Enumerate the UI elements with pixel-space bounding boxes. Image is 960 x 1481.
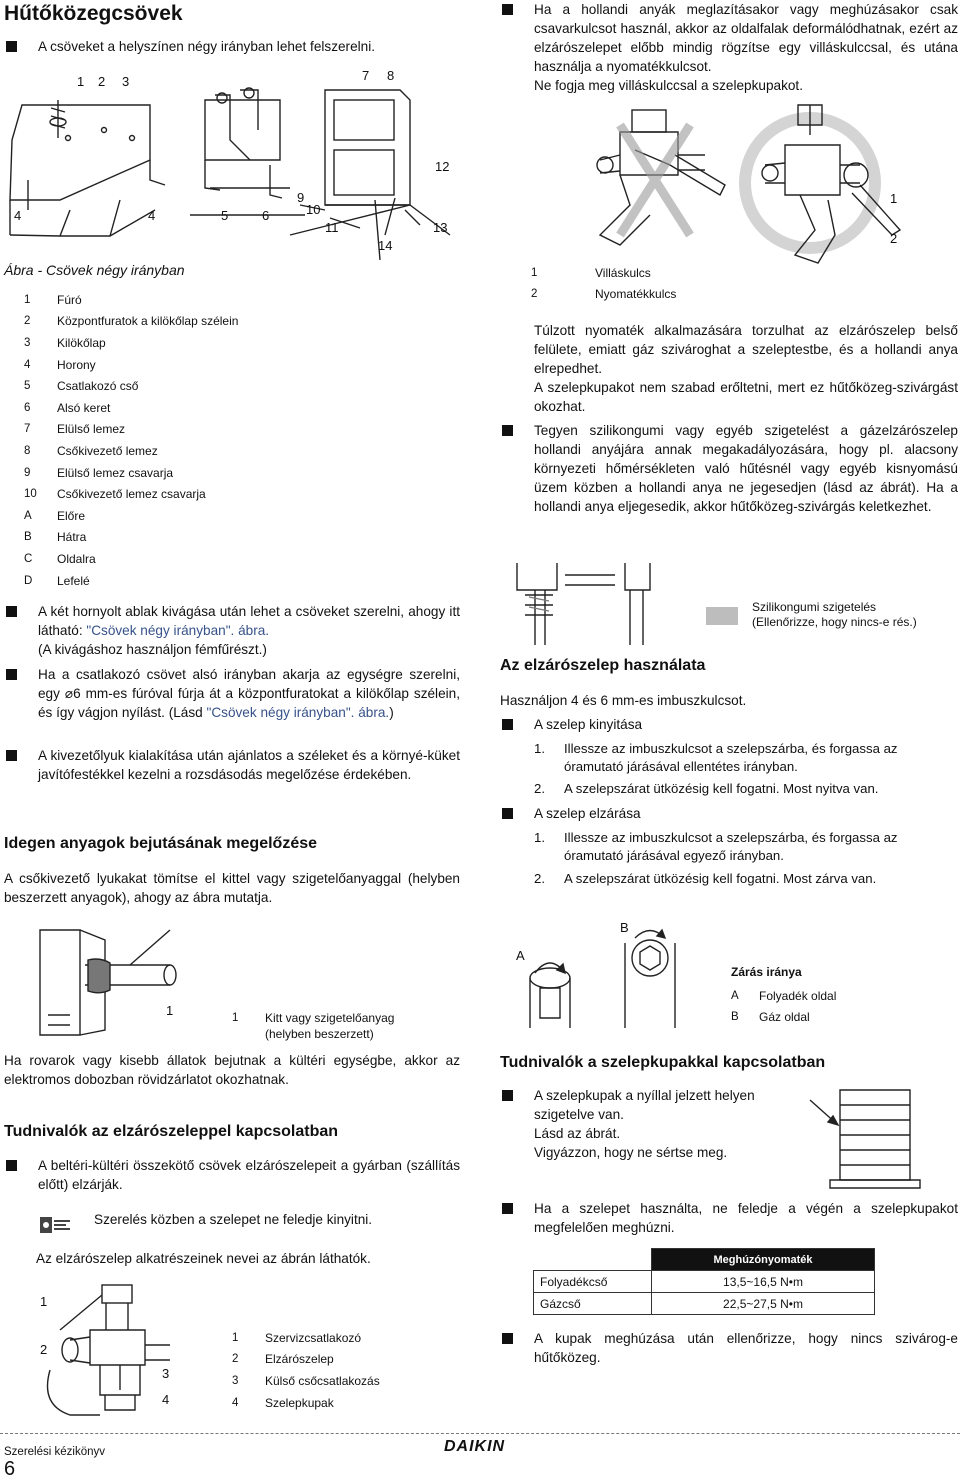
callout-14: 14 [378, 238, 393, 253]
silicone-swatch [706, 607, 738, 625]
bullet-close: A szelep elzárása [500, 804, 958, 823]
bullet-drill: Ha a csatlakozó csövet alsó irányban akarja az egységre szerelni, egy ⌀6 mm-es fúróval fúrja át a központfuratokat a kilökőlap szélein, és így vágjon nyílást. (Lásd "Csövek négy irányban". ábra.) [4, 665, 460, 722]
spanner-callout-2: 2 [890, 231, 898, 246]
page-title: Hűtőközegcsövek [4, 2, 183, 25]
legend-row: 3 Külső csőcsatlakozás [232, 1373, 380, 1388]
insects-text: Ha rovarok vagy kisebb állatok bejutnak a kültéri egységbe, akkor az elektromos dobozban rövidzárlatot okozhatnak. [4, 1053, 460, 1087]
figure-link[interactable]: "Csövek négy irányban". ábra. [206, 705, 390, 720]
section-heading-valve: Tudnivalók az elzárószeleppel kapcsolatban [4, 1123, 339, 1140]
callout-3: 3 [122, 74, 130, 89]
section-heading-foreign: Idegen anyagok bejutásának megelőzése [4, 835, 318, 852]
callout-1: 1 [77, 74, 85, 89]
legend-row: 3 Kilökőlap [24, 335, 106, 350]
close-step-1: 1. Illessze az imbuszkulcsot a szelepszárba, és forgassa az óramutató járásával egyező irányban. [534, 830, 898, 863]
figure-caption: Ábra - Csövek négy irányban [4, 262, 185, 278]
note-text: Szerelés közben a szelepet ne feledje kinyitni. [94, 1212, 373, 1227]
bullet-cap-tighten: Ha a szelepet használta, ne feledje a végén a szelepkupakot megfelelően meghúzni. [500, 1199, 958, 1237]
torque-header: Meghúzónyomaték [652, 1249, 875, 1271]
table-cell: 13,5~16,5 N•m [652, 1271, 875, 1293]
callout-11: 11 [325, 220, 339, 235]
legend-row: 1 Fúró [24, 292, 82, 307]
figure-valve-cap [800, 1080, 950, 1190]
bullet-leak-check: A kupak meghúzása után ellenőrizze, hogy nincs szivárog-e hűtőközeg. [500, 1329, 958, 1367]
valve-callout-4: 4 [162, 1392, 170, 1407]
legend-row: 4 Horony [24, 357, 96, 372]
putty-legend [232, 1010, 394, 1042]
footer-manual: Szerelési kézikönyv [4, 1446, 105, 1458]
legend-row: 5 Csatlakozó cső [24, 379, 139, 394]
foreign-text: A csőkivezető lyukakat tömítse el kittel vagy szigetelőanyaggal (helyben beszerzett anyagok), ahogy az ábra mutatja. [4, 871, 460, 905]
bullet-spanner: Ha a hollandi anyák meglazításakor vagy meghúzásakor csak csavarkulcsot használ, akkor az oldalfalak deformálódhatnak, ezért az elzárószelepet előbb mindig rögzítse egy villáskulccsal, és utána használja a nyomatékkulcsot. Ne fogja meg villáskulccsal a szelepkupakot. [500, 0, 958, 95]
legend-row: 1 Kitt vagy szigetelőanyag (helyben beszerzett) [232, 1011, 395, 1041]
legend-row: 1 Szervizcsatlakozó [232, 1330, 362, 1345]
footer-brand-logo: DAIKIN [444, 1438, 506, 1455]
closing-callout-b: B [620, 920, 629, 935]
closing-direction-drawing [505, 918, 705, 1040]
silicone-legend: Szilikongumi szigetelés (Ellenőrizze, hogy nincs-e rés.) [752, 600, 917, 629]
callout-4a: 4 [14, 208, 22, 223]
callout-13: 13 [433, 220, 448, 235]
valve-parts-text: Az elzárószelep alkatrészeinek nevei az ábrán láthatók. [36, 1251, 371, 1266]
footer-divider [0, 1433, 960, 1434]
bullet-open: A szelep kinyitása [500, 715, 958, 734]
bullet-paint: A kivezetőlyuk kialakítása után ajánlatos a széleket és a környé-küket javítófestékkel kezelni a rozsdásodás megelőzése érdekében. [4, 746, 460, 784]
legend-row: A Előre [24, 508, 86, 523]
spanner-callout-1: 1 [890, 191, 898, 206]
table-row [534, 1249, 875, 1271]
bullet-silicone: Tegyen szilikongumi vagy egyéb szigetelést a gázelzárószelep hollandi anyájára annak megakadályozására, hogy pl. alacsony környezeti hőmérsékleten való hűtésnél vagy egyéb kisnyomású üzem közben a hollandi anya ne jegesedjen (lásd az ábrát). Ha a hollandi anya eljegesedik, akkor hűtőközeg-szivárgás keletkezhet. [500, 421, 958, 516]
figure-spanners [560, 105, 920, 265]
figure-legend [24, 289, 238, 591]
valve-cap-drawing [800, 1080, 950, 1190]
figure-closing-direction [505, 918, 705, 1040]
silicone-drawing [505, 555, 665, 655]
legend-row: 2 Központfuratok a kilökőlap szélein [24, 314, 239, 329]
figure-four-directions [0, 60, 470, 270]
four-directions-drawing [0, 60, 470, 270]
legend-row: 2 Elzárószelep [232, 1352, 334, 1367]
callout-9: 9 [297, 190, 305, 205]
callout-8: 8 [387, 68, 395, 83]
section-heading-cap: Tudnivalók a szelepkupakkal kapcsolatban [500, 1054, 826, 1071]
torque-table [533, 1248, 875, 1315]
cap-warning: A szelepkupakot nem szabad erőltetni, mert ez hűtőközeg-szivárgást okozhat. [534, 380, 958, 414]
putty-drawing [30, 925, 210, 1045]
hex-key-text: Használjon 4 és 6 mm-es imbuszkulcsot. [500, 693, 747, 708]
closing-callout-a: A [516, 948, 525, 963]
section-heading-valve-use: Az elzárószelep használata [500, 657, 706, 674]
legend-row: A Folyadék oldal [731, 988, 837, 1003]
figure-valve-parts [30, 1275, 200, 1425]
legend-row: 6 Alsó keret [24, 400, 111, 415]
table-row [534, 1293, 875, 1315]
spanners-drawing [560, 105, 920, 265]
legend-row: 4 Szelepkupak [232, 1395, 334, 1410]
open-step-2: 2. A szelepszárat ütközésig kell fogatni. Most nyitva van. [534, 781, 879, 796]
table-cell: 22,5~27,5 N•m [652, 1293, 875, 1315]
bullet-factory-closed: A beltéri-kültéri összekötő csövek elzárószelepeit a gyárban (szállítás előtt) elzárják. [4, 1156, 460, 1194]
valve-callout-2: 2 [40, 1342, 48, 1357]
table-cell: Folyadékcső [534, 1271, 652, 1293]
callout-4b: 4 [148, 208, 156, 223]
note-icon [36, 1213, 76, 1237]
valve-legend [232, 1327, 380, 1413]
close-step-2: 2. A szelepszárat ütközésig kell fogatni. Most zárva van. [534, 871, 877, 886]
open-step-1: 1. Illessze az imbuszkulcsot a szelepszárba, és forgassa az óramutató járásával ellentétes irányban. [534, 741, 898, 774]
torque-warning: Túlzott nyomaték alkalmazására torzulhat az elzárószelep belső felülete, emiatt gáz szivároghat a szeleptestbe, és a hollandi anya elrepedhet. [534, 323, 958, 376]
putty-callout: 1 [166, 1003, 174, 1018]
legend-row: D Lefelé [24, 573, 90, 588]
legend-row: B Gáz oldal [731, 1010, 810, 1025]
callout-2: 2 [98, 74, 106, 89]
bullet-cutout: A két hornyolt ablak kivágása után lehet a csöveket szerelni, ahogy itt látható: "Csövek négy irányban". ábra. (A kivágáshoz használjon fémfűrészt.) [4, 602, 460, 659]
legend-row: 9 Elülső lemez csavarja [24, 465, 174, 480]
callout-7: 7 [362, 68, 370, 83]
legend-row: 10 Csőkivezető lemez csavarja [24, 487, 206, 502]
valve-parts-drawing [30, 1275, 200, 1425]
closing-direction-title: Zárás iránya [731, 965, 802, 979]
legend-row: C Oldalra [24, 551, 96, 566]
legend-row: B Hátra [24, 530, 87, 545]
legend-row: 1 Villáskulcs [531, 265, 651, 280]
figure-putty [30, 925, 210, 1045]
legend-row: 2 Nyomatékkulcs [531, 287, 677, 302]
legend-row: 7 Elülső lemez [24, 422, 126, 437]
closing-direction-legend [731, 985, 836, 1028]
legend-row: 8 Csőkivezető lemez [24, 443, 158, 458]
callout-5: 5 [221, 208, 229, 223]
table-row [534, 1271, 875, 1293]
table-cell: Gázcső [534, 1293, 652, 1315]
callout-12: 12 [435, 159, 450, 174]
valve-callout-1: 1 [40, 1294, 48, 1309]
valve-callout-3: 3 [162, 1366, 170, 1381]
figure-silicone [505, 555, 665, 655]
intro-bullet: A csöveket a helyszínen négy irányban lehet felszerelni. [4, 37, 464, 56]
spanner-legend [531, 262, 676, 305]
footer-page-number: 6 [4, 1458, 16, 1480]
bullet-cap-sealed: A szelepkupak a nyíllal jelzett helyen szigetelve van. Lásd az ábrát. Vigyázzon, hogy ne sértse meg. [500, 1086, 780, 1162]
callout-10: 10 [306, 202, 321, 217]
callout-6: 6 [262, 208, 270, 223]
figure-link[interactable]: "Csövek négy irányban". ábra. [86, 623, 270, 638]
